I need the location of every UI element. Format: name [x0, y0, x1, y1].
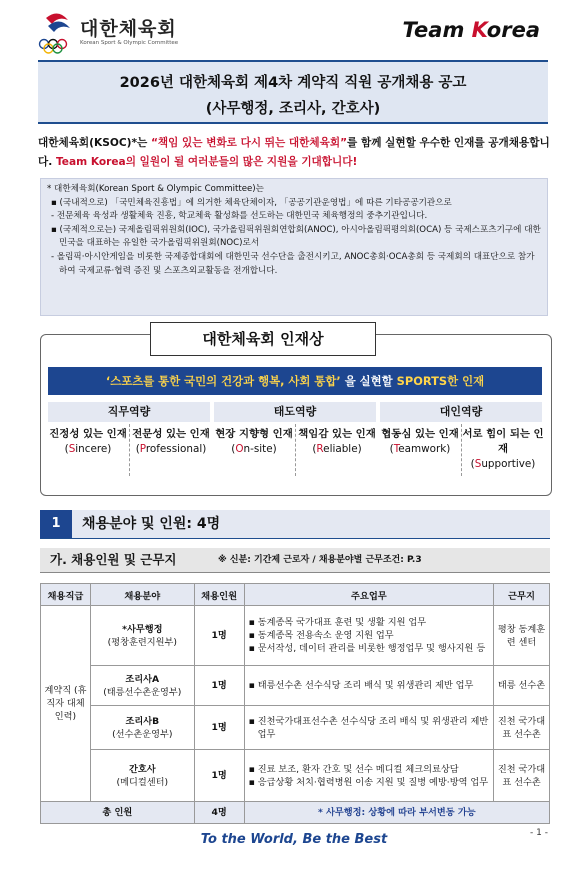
duty-cell: ▪ 동계종목 국가대표 훈련 및 생활 지원 업무 ▪ 동계종목 전용속소 운영 지원 업무 ▪ 문서작성, 데이터 관리를 비롯한 행정업무 및 행사지원 등 [244, 606, 493, 666]
team-korea-logo: Team Korea [402, 18, 540, 42]
subsection-title: 가. 채용인원 및 근무지 [50, 552, 177, 567]
count-cell: 1명 [194, 606, 244, 666]
talent-item: 서로 힘이 되는 인재 (Supportive) [462, 428, 544, 470]
duty-cell: ▪ 진천국가대표선수촌 선수식당 조리 배식 및 위생관리 제반 업무 [244, 706, 493, 750]
note-line: * 대한체육회(Korean Sport & Olympic Committee)는 [47, 184, 264, 194]
talent-item: 현장 지향형 인재 (On-site) [215, 428, 293, 455]
count-cell: 1명 [194, 706, 244, 750]
note-line: ▪ (국내적으로) 「국민체육진흥법」에 의거한 체육단체이자, 「공공기관운영법」에 따른 기타공공기관으로 [51, 197, 452, 208]
site-cell: 태릉 선수촌 [494, 666, 550, 706]
recruitment-table [40, 583, 550, 824]
column-header: 채용직급 [41, 584, 91, 606]
ksoc-emblem-icon [38, 10, 78, 54]
note-line: - 전문체육 육성과 생활체육 진흥, 학교체육 활성화를 선도하는 대한민국 체육행정의 중추기관입니다. [51, 211, 428, 222]
site-cell: 진천 국가대표 선수촌 [494, 706, 550, 750]
count-cell: 1명 [194, 750, 244, 802]
field-cell: *사무행정 (평창훈련지원부) [90, 606, 194, 666]
announcement-title-box [38, 60, 548, 124]
table-header-row [41, 584, 550, 606]
talent-slogan: ‘스포츠를 통한 국민의 건강과 행복, 사회 통합’ 을 실현할 SPORTS한 인재 [48, 367, 542, 395]
announcement-title: 2026년 대한체육회 제4차 계약직 직원 공개채용 공고 [119, 75, 467, 91]
field-cell: 조리사B (선수촌운영부) [90, 706, 194, 750]
table-row [41, 750, 550, 802]
table-row [41, 606, 550, 666]
field-cell: 간호사 (메디컬센터) [90, 750, 194, 802]
section-title: 채용분야 및 인원: 4명 [82, 516, 221, 532]
talent-profile-title: 대한체육회 인재상 [150, 322, 376, 356]
table-row [41, 666, 550, 706]
table-total-row [41, 802, 550, 824]
section-number: 1 [40, 510, 72, 538]
column-header: 채용분야 [90, 584, 194, 606]
ksoc-description-box [40, 178, 548, 316]
talent-item: 전문성 있는 인재 (Professional) [132, 428, 210, 455]
site-cell: 평창 동계훈련 센터 [494, 606, 550, 666]
column-header: 채용인원 [194, 584, 244, 606]
org-name: 대한체육회 [80, 18, 177, 40]
count-cell: 1명 [194, 666, 244, 706]
field-cell: 조리사A (태릉선수촌운영부) [90, 666, 194, 706]
org-subtitle: Korean Sport & Olympic Committee [80, 40, 179, 46]
duty-cell: ▪ 진료 보조, 환자 간호 및 선수 메디컬 체크의료상담 ▪ 응급상황 처치·협력병원 이송 지원 및 질병 예방·방역 업무 [244, 750, 493, 802]
talent-item: 협동심 있는 인재 (Teamwork) [381, 428, 459, 455]
category-interpersonal-competency: 대인역량 [380, 402, 542, 422]
announcement-subtitle: (사무행정, 조리사, 간호사) [205, 101, 381, 117]
column-header: 주요업무 [244, 584, 493, 606]
intro-paragraph: 대한체육회(KSOC)*는 “책임 있는 변화로 다시 뛰는 대한체육회”를 함께 실현할 우수한 인재를 공개채용합니다. Team Korea의 일원이 될 여러분들의 많은 지원을 기대합니다! [38, 137, 550, 168]
column-header: 근무지 [494, 584, 550, 606]
site-cell: 진천 국가대표 선수촌 [494, 750, 550, 802]
total-note: * 사무행정: 상황에 따라 부서변동 가능 [244, 802, 549, 824]
page-number: - 1 - [530, 828, 548, 838]
total-count: 4명 [194, 802, 244, 824]
note-line: ▪ (국제적으로는) 국제올림픽위원회(IOC), 국가올림픽위원회연합회(ANOC), 아시아올림픽평의회(OCA) 등 국제스포츠기구에 대한민국을 대표하는 유일한 국가올림픽위원회(NOC)로서 [51, 224, 541, 249]
ksoc-logo [38, 10, 188, 56]
duty-cell: ▪ 태릉선수촌 선수식당 조리 배식 및 위생관리 제반 업무 [244, 666, 493, 706]
total-label: 총 인원 [41, 802, 195, 824]
talent-item: 책임감 있는 인재 (Reliable) [298, 428, 376, 455]
talent-item: 진정성 있는 인재 (Sincere) [49, 428, 127, 455]
grade-cell: 계약직 (휴직자 대체인력) [41, 606, 91, 802]
category-attitude-competency: 태도역량 [214, 402, 376, 422]
subsection-note: ※ 신분: 기간제 근로자 / 채용분야별 근무조건: P.3 [218, 555, 422, 565]
note-line: - 올림픽·아시안게임을 비롯한 국제종합대회에 대한민국 선수단을 출전시키고, ANOC총회·OCA총회 등 국제회의 대표단으로 참가하여 국제교류·협력 증진 및 스포츠외교활동을 전개합니다. [51, 251, 535, 276]
category-job-competency: 직무역량 [48, 402, 210, 422]
table-row [41, 706, 550, 750]
footer-slogan: To the World, Be the Best [200, 832, 388, 847]
